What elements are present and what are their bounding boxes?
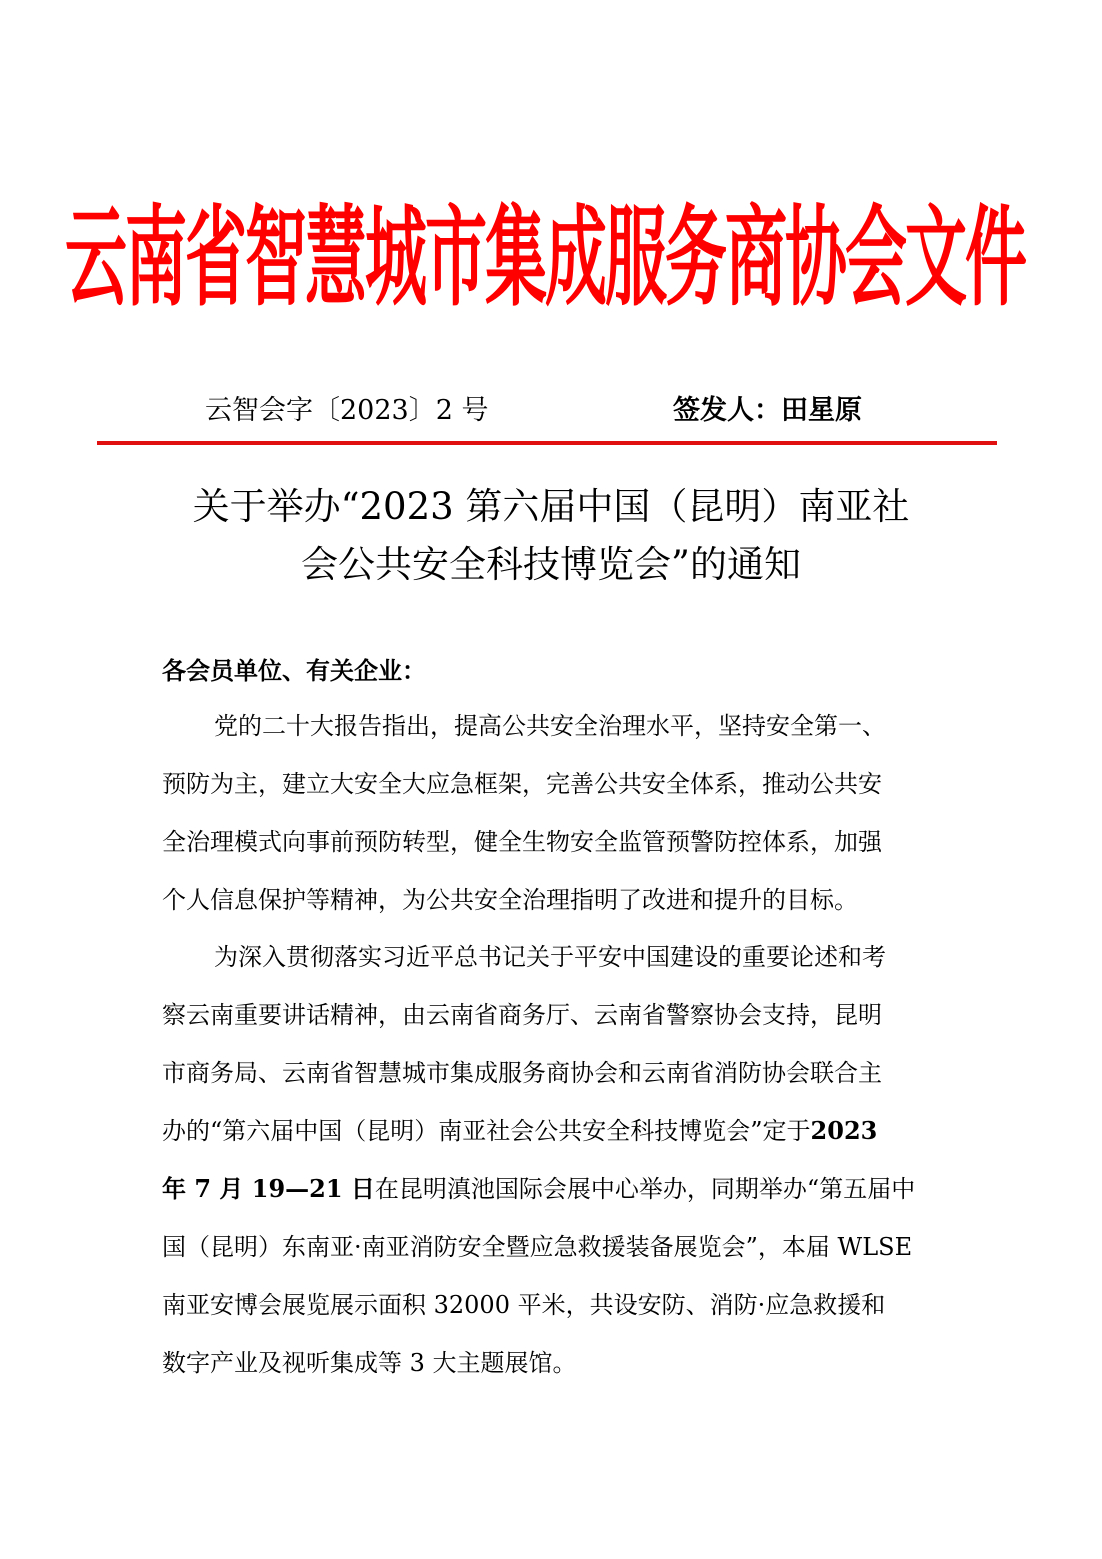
salutation: 各会员单位、有关企业：: [162, 657, 426, 685]
paragraph-line: [162, 1102, 942, 1160]
signer-name: 田星原: [781, 395, 862, 426]
paragraph-line: 市商务局、云南省智慧城市集成服务商协会和云南省消防协会联合主: [162, 1059, 882, 1087]
document-number: 云智会字〔2023〕2 号: [205, 395, 489, 426]
title-line-1: 关于举办“2023 第六届中国（昆明）南亚社: [192, 485, 910, 528]
signer-label: 签发人：: [673, 395, 781, 426]
paragraph-line: 全治理模式向事前预防转型，健全生物安全监管预警防控体系，加强: [162, 828, 882, 856]
text-span: 办的“第六届中国（昆明）南亚社会公共安全科技博览会”定于: [162, 1117, 811, 1145]
text-span: 在昆明滇池国际会展中心举办，同期举办“第五届中: [374, 1175, 916, 1203]
signer: [673, 388, 862, 427]
paragraph-2: [162, 928, 942, 1392]
event-year: 2023: [810, 1116, 878, 1145]
paragraph-line: 个人信息保护等精神，为公共安全治理指明了改进和提升的目标。: [162, 886, 858, 914]
masthead: [65, 178, 1026, 338]
paragraph-1: [162, 697, 942, 929]
paragraph-line: 国（昆明）东南亚·南亚消防安全暨应急救援装备展览会”，本届 WLSE: [162, 1233, 913, 1261]
paragraph-line: 党的二十大报告指出，提高公共安全治理水平，坚持安全第一、: [214, 712, 886, 740]
paragraph-line: 为深入贯彻落实习近平总书记关于平安中国建设的重要论述和考: [214, 943, 886, 971]
paragraph-line: 数字产业及视听集成等 3 大主题展馆。: [162, 1349, 577, 1377]
paragraph-line: 预防为主，建立大安全大应急框架，完善公共安全体系，推动公共安: [162, 770, 882, 798]
org-title: 云南省智慧城市集成服务商协会文件: [65, 193, 1026, 321]
title-line-2: 会公共安全科技博览会”的通知: [301, 543, 801, 586]
paragraph-line: 南亚安博会展览展示面积 32000 平米，共设安防、消防·应急救援和: [162, 1291, 886, 1319]
paragraph-line: 察云南重要讲话精神，由云南省商务厅、云南省警察协会支持，昆明: [162, 1001, 882, 1029]
red-divider: [97, 441, 997, 445]
paragraph-line: [162, 1160, 942, 1218]
event-dates: 年 7 月 19—21 日: [162, 1174, 375, 1203]
notice-title: [130, 478, 972, 594]
